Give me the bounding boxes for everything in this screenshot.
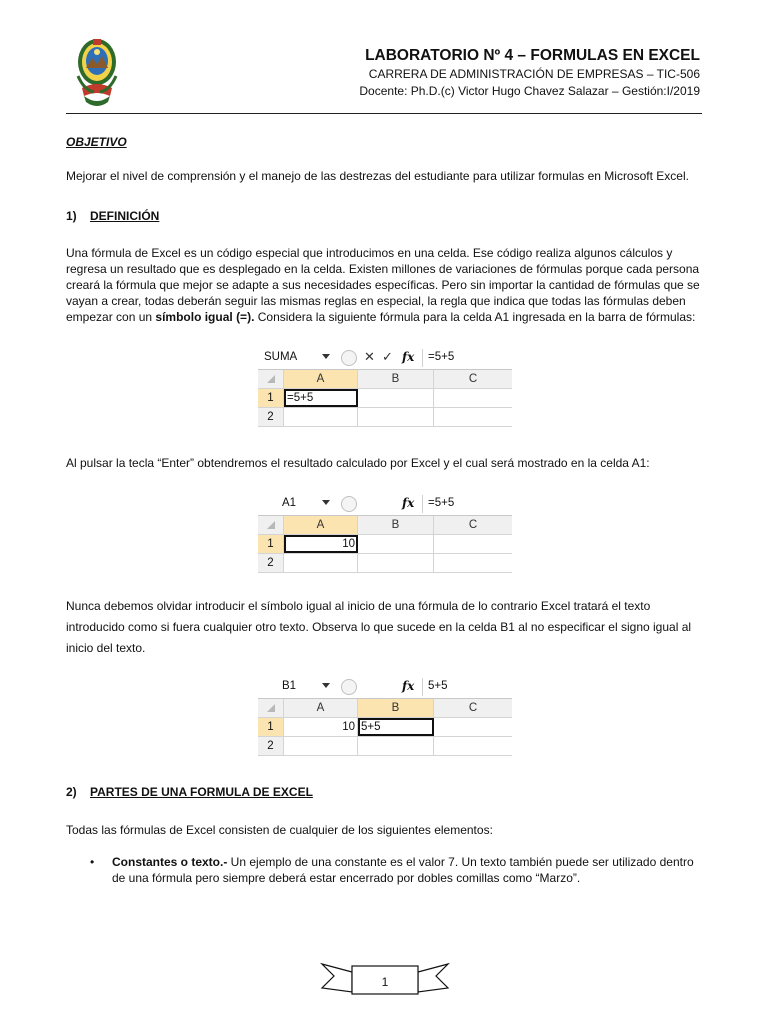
cell-c2[interactable] <box>434 408 512 426</box>
paragraph-line-last <box>66 309 702 325</box>
fx-icon[interactable]: fx <box>402 350 415 364</box>
formula-input[interactable]: =5+5 <box>428 351 455 363</box>
chevron-down-icon[interactable] <box>322 683 330 688</box>
table-row <box>258 737 512 756</box>
resize-handle-icon[interactable] <box>341 496 357 512</box>
paragraph-line: regresa un resultado que es desplegado en la celda. Existen millones de variaciones de fórmulas porque cada persona <box>66 262 700 276</box>
select-all-corner[interactable] <box>258 370 284 388</box>
text-run: Un ejemplo de una constante es el valor 7. Un texto también puede ser utilizado dentro <box>227 855 694 869</box>
column-header-row <box>258 516 512 535</box>
corner-triangle-icon <box>267 704 275 712</box>
text-run: Considera la siguiente fórmula para la celda A1 ingresada en la barra de fórmulas: <box>254 310 696 324</box>
formula-input[interactable]: 5+5 <box>428 680 448 692</box>
name-box-value: B1 <box>282 680 297 692</box>
row-header-2[interactable]: 2 <box>258 408 284 426</box>
row-header-1[interactable]: 1 <box>258 535 284 553</box>
document-header <box>359 46 700 100</box>
column-header-a[interactable]: A <box>284 699 358 717</box>
objective-text: Mejorar el nivel de comprensión y el manejo de las destrezas del estudiante para utilizar formulas en Microsoft Excel. <box>66 169 689 183</box>
section2-heading: PARTES DE UNA FORMULA DE EXCEL <box>90 785 313 799</box>
bullet-line <box>112 854 702 870</box>
teacher-line: Docente: Ph.D.(c) Victor Hugo Chavez Salazar – Gestión:I/2019 <box>359 84 700 98</box>
cell-c2[interactable] <box>434 554 512 572</box>
name-box[interactable] <box>258 493 338 515</box>
confirm-check-icon[interactable]: ✓ <box>382 349 393 364</box>
list-item <box>112 854 702 886</box>
career-line: CARRERA DE ADMINISTRACIÓN DE EMPRESAS – TIC-506 <box>368 67 700 81</box>
resize-handle-icon[interactable] <box>341 679 357 695</box>
name-box[interactable] <box>258 676 338 698</box>
text-run: empezar con un <box>66 310 156 324</box>
column-header-c[interactable]: C <box>468 373 478 385</box>
cancel-icon[interactable]: ✕ <box>364 349 375 364</box>
select-all-corner[interactable] <box>258 699 284 717</box>
section1-paragraph3 <box>66 596 702 659</box>
table-row <box>258 408 512 427</box>
cell-b1[interactable]: 5+5 <box>358 718 434 736</box>
cell-a2[interactable] <box>284 408 358 426</box>
column-header-a[interactable]: A <box>284 516 358 534</box>
column-header-c[interactable]: C <box>468 519 478 531</box>
excel-snippet-3 <box>258 676 512 756</box>
chevron-down-icon[interactable] <box>322 354 330 359</box>
paragraph-line: vayan a crear, todas deberán seguir las mismas reglas en especial, la regla que indica que todas las fórmulas deben <box>66 294 686 308</box>
column-header-b[interactable]: B <box>358 370 434 388</box>
select-all-corner[interactable] <box>258 516 284 534</box>
bullet-line: de una fórmula pero siempre deberá estar encerrado por dobles comillas como “Marzo”. <box>112 871 581 885</box>
section1-heading: DEFINICIÓN <box>90 209 160 223</box>
fx-icon[interactable]: fx <box>402 496 415 510</box>
column-header-b[interactable]: B <box>358 516 434 534</box>
section1-paragraph1 <box>66 245 702 325</box>
row-header-2[interactable]: 2 <box>258 737 284 755</box>
column-header-a[interactable]: A <box>284 370 358 388</box>
cell-a1[interactable]: =5+5 <box>284 389 358 407</box>
column-header-row <box>258 370 512 389</box>
table-row <box>258 718 512 737</box>
cell-c1[interactable] <box>434 389 512 407</box>
column-header-row <box>258 699 512 718</box>
bullet-dot-icon: • <box>90 855 95 869</box>
cell-c2[interactable] <box>434 737 512 755</box>
row-header-1[interactable]: 1 <box>258 389 284 407</box>
corner-triangle-icon <box>267 521 275 529</box>
corner-triangle-icon <box>267 375 275 383</box>
divider <box>422 678 423 696</box>
section1-paragraph2: Al pulsar la tecla “Enter” obtendremos el resultado calculado por Excel y el cual será mostrado en la celda A1: <box>66 456 650 470</box>
divider <box>422 349 423 367</box>
cell-a2[interactable] <box>284 737 358 755</box>
document-title: LABORATORIO Nº 4 – FORMULAS EN EXCEL <box>365 47 700 64</box>
table-row <box>258 389 512 408</box>
name-box-value: SUMA <box>264 351 298 363</box>
formula-bar <box>258 493 512 516</box>
excel-snippet-1 <box>258 347 512 427</box>
cell-b1[interactable] <box>358 535 434 553</box>
table-row <box>258 535 512 554</box>
formula-bar <box>258 676 512 699</box>
column-header-b[interactable]: B <box>358 699 434 717</box>
paragraph-line: Nunca debemos olvidar introducir el símbolo igual al inicio de una fórmula de lo contrario Excel tratará el texto <box>66 599 651 613</box>
resize-handle-icon[interactable] <box>341 350 357 366</box>
row-header-2[interactable]: 2 <box>258 554 284 572</box>
header-rule <box>66 113 702 114</box>
table-row <box>258 554 512 573</box>
paragraph-line: inicio del texto. <box>66 641 146 655</box>
page-number: 1 <box>381 975 389 989</box>
name-box[interactable] <box>258 347 338 369</box>
name-box-value: A1 <box>282 497 297 509</box>
bold-run: Constantes o texto.- <box>112 855 228 869</box>
chevron-down-icon[interactable] <box>322 500 330 505</box>
column-header-c[interactable]: C <box>468 702 478 714</box>
excel-snippet-2 <box>258 493 512 573</box>
row-header-1[interactable]: 1 <box>258 718 284 736</box>
cell-grid <box>258 516 512 573</box>
cell-c1[interactable] <box>434 535 512 553</box>
objective-heading: OBJETIVO <box>66 135 127 149</box>
page-footer <box>320 958 450 1000</box>
divider <box>422 495 423 513</box>
cell-b2[interactable] <box>358 408 434 426</box>
paragraph-line: Una fórmula de Excel es un código especial que introducimos en una celda. Ese código realiza algunos cálculos y <box>66 246 673 260</box>
university-seal-logo <box>74 36 120 112</box>
paragraph-line: introducido como si fuera cualquier otro texto. Observa lo que sucede en la celda B1 al no especificar el signo igual al <box>66 620 692 634</box>
section1-number: 1) <box>66 209 77 223</box>
paragraph-line: creará la fórmula que mejor se adapte a sus necesidades específicas. Pero sin importar la cantidad de fórmulas que se <box>66 278 700 292</box>
cell-c1[interactable] <box>434 718 512 736</box>
cell-b1[interactable] <box>358 389 434 407</box>
cell-grid <box>258 699 512 756</box>
cell-a1[interactable]: 10 <box>284 535 358 553</box>
bold-run: símbolo igual (=). <box>155 310 255 324</box>
formula-bar <box>258 347 512 370</box>
cell-b2[interactable] <box>358 554 434 572</box>
fx-icon[interactable]: fx <box>402 679 415 693</box>
formula-input[interactable]: =5+5 <box>428 497 455 509</box>
section2-number: 2) <box>66 785 77 799</box>
cell-b2[interactable] <box>358 737 434 755</box>
cell-grid <box>258 370 512 427</box>
cell-a1[interactable]: 10 <box>284 718 358 736</box>
section2-intro: Todas las fórmulas de Excel consisten de cualquier de los siguientes elementos: <box>66 823 493 837</box>
cell-a2[interactable] <box>284 554 358 572</box>
